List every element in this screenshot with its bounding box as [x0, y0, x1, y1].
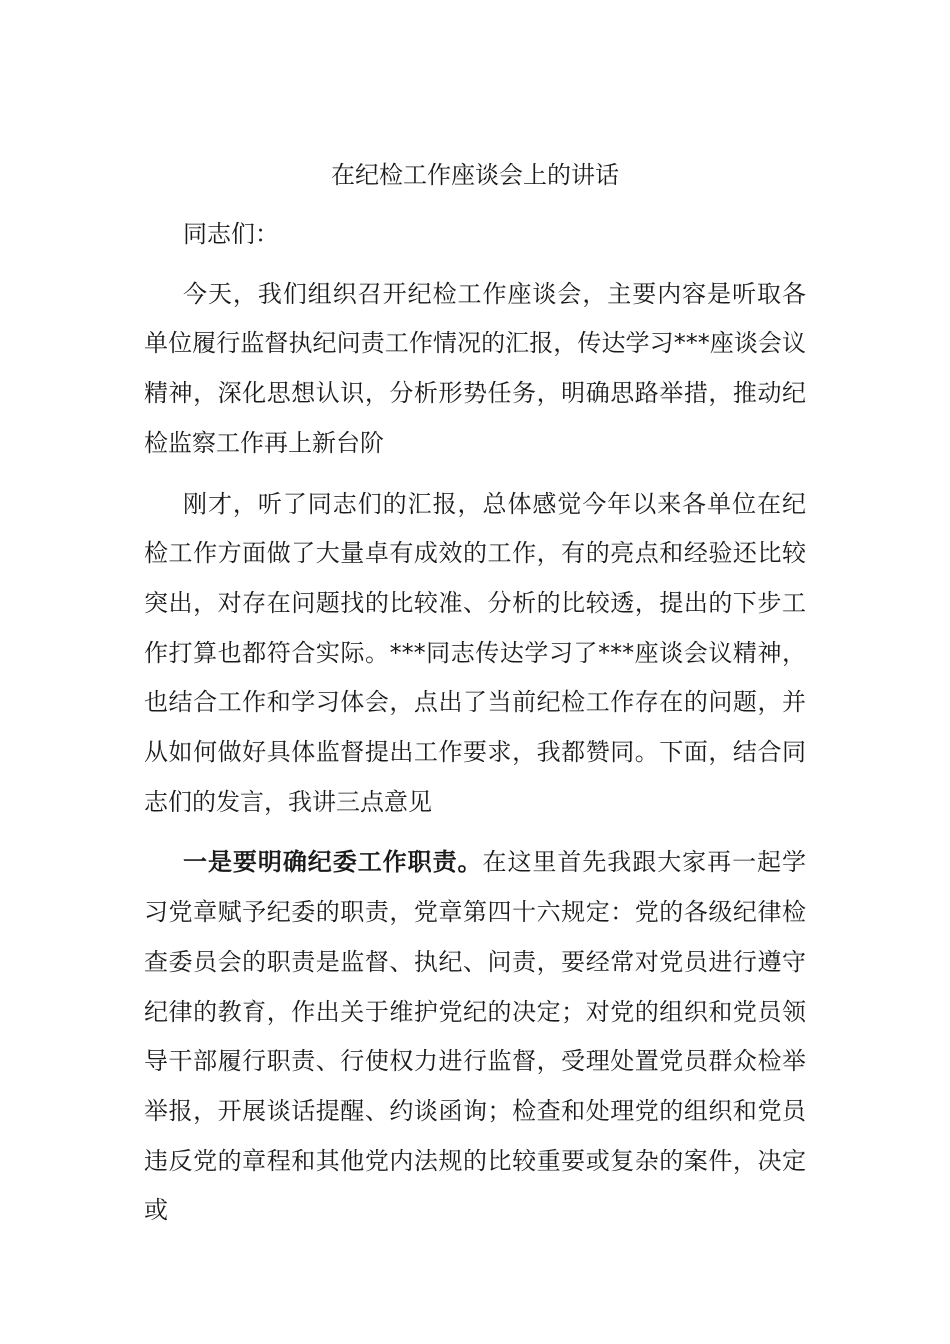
paragraph-feedback: 刚才，听了同志们的汇报，总体感觉今年以来各单位在纪检工作方面做了大量卓有成效的工作，有的亮点和经验还比较突出，对存在问题找的比较准、分析的比较透，提出的下步工作打算也都符合实际。***同志传达学习了***座谈会议精神，也结合工作和学习体会，点出了当前纪检工作存在的问题，并从如何做好具体监督提出工作要求，我都赞同。下面，结合同志们的发言，我讲三点意见 — [144, 489, 806, 816]
document-title: 在纪检工作座谈会上的讲话 — [331, 161, 619, 189]
salutation: 同志们： — [183, 220, 279, 248]
paragraph-point-one — [144, 838, 806, 1236]
point-one-heading: 一是要明确纪委工作职责。 — [183, 848, 483, 877]
paragraph-opening: 今天，我们组织召开纪检工作座谈会，主要内容是听取各单位履行监督执纪问责工作情况的汇报，传达学习***座谈会议精神，深化思想认识，分析形势任务，明确思路举措，推动纪检监察工作再上新台阶 — [144, 279, 806, 457]
document-body — [144, 152, 806, 1236]
point-one-text: 在这里首先我跟大家再一起学习党章赋予纪委的职责，党章第四十六规定：党的各级纪律检查委员会的职责是监督、执纪、问责，要经常对党员进行遵守纪律的教育，作出关于维护党纪的决定；对党的组织和党员领导干部履行职责、行使权力进行监督，受理处置党员群众检举举报，开展谈话提醒、约谈函询；检查和处理党的组织和党员违反党的章程和其他党内法规的比较重要或复杂的案件，决定或 — [144, 848, 806, 1225]
